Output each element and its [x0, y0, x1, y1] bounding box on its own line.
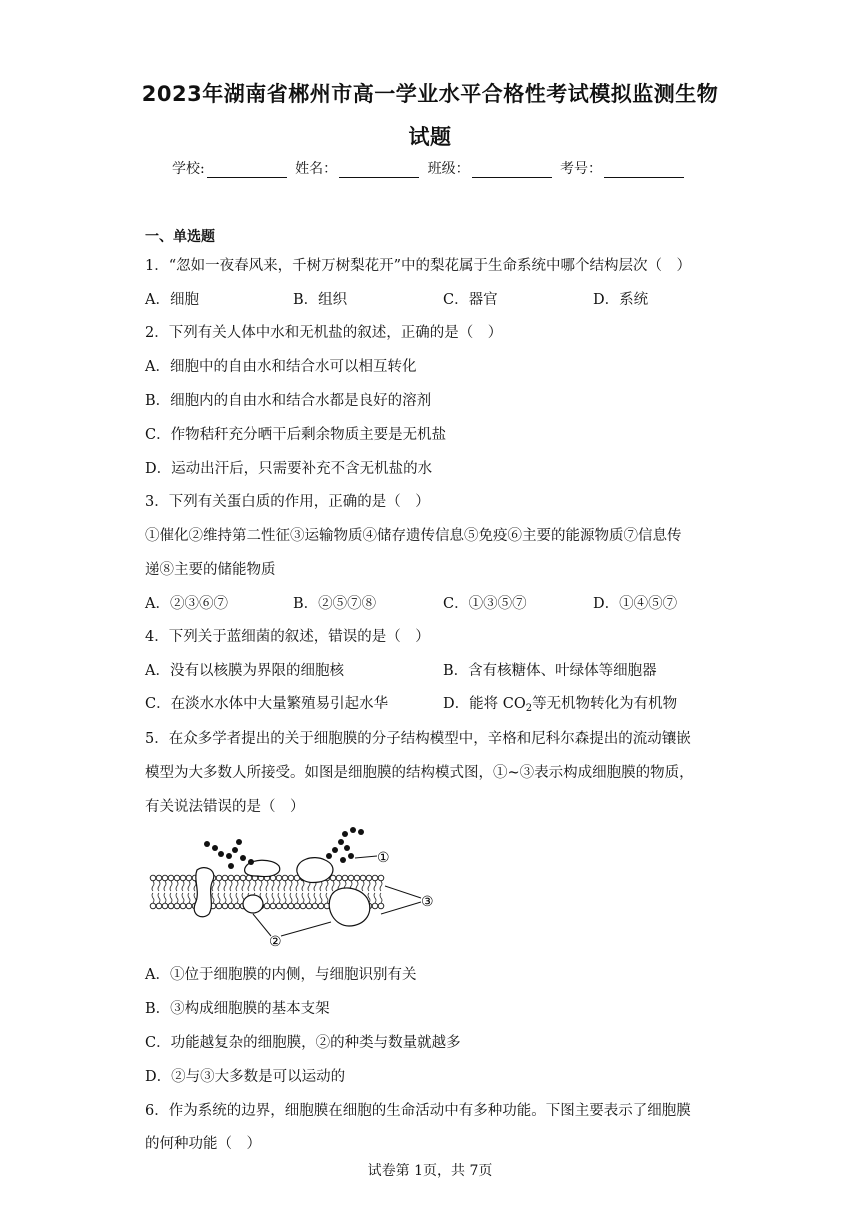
- phospholipid-head: [312, 903, 318, 909]
- class-label: 班级：: [427, 161, 470, 177]
- cell-membrane-figure: [145, 822, 445, 952]
- phospholipid-head: [234, 875, 240, 881]
- phospholipid-head: [216, 875, 222, 881]
- phospholipid-tail: [188, 893, 190, 903]
- phospholipid-head: [162, 875, 168, 881]
- name-blank: [339, 163, 419, 178]
- phospholipid-tail: [380, 893, 382, 903]
- phospholipid-tail: [176, 881, 178, 891]
- q3-stem: 3．下列有关蛋白质的作用，正确的是（ ）: [145, 494, 430, 510]
- phospholipid-tail: [368, 881, 370, 891]
- phospholipid-head: [294, 903, 300, 909]
- q1-stem: 1．“忽如一夜春风来，千树万树梨花开”中的梨花属于生命系统中哪个结构层次（ ）: [145, 258, 692, 274]
- phospholipid-head: [240, 875, 246, 881]
- phospholipid-tail: [272, 881, 274, 891]
- phospholipid-head: [276, 903, 282, 909]
- school-blank: [207, 163, 287, 178]
- label-1: ①: [377, 850, 390, 866]
- phospholipid-head: [264, 903, 270, 909]
- phospholipid-head: [318, 903, 324, 909]
- transmembrane-protein: [194, 868, 214, 917]
- phospholipid-head: [282, 875, 288, 881]
- phospholipid-tail: [302, 893, 304, 903]
- q3-option-b: B．②⑤⑦⑧: [293, 596, 377, 612]
- phospholipid-tail: [236, 881, 238, 891]
- label-1-leader: [355, 856, 377, 858]
- phospholipid-tail: [320, 881, 322, 891]
- phospholipid-tail: [326, 881, 328, 891]
- phospholipid-tail: [224, 881, 226, 891]
- phospholipid-tail: [284, 881, 286, 891]
- exam-no-label: 考号：: [560, 161, 603, 177]
- q5-stem-line-3: 有关说法错误的是（ ）: [145, 799, 305, 815]
- phospholipid-tail: [290, 881, 292, 891]
- phospholipid-tail: [236, 893, 238, 903]
- name-label: 姓名：: [295, 161, 338, 177]
- page-footer: 试卷第 1页，共 7页: [367, 1163, 493, 1179]
- phospholipid-tail: [326, 893, 328, 903]
- phospholipid-head: [354, 875, 360, 881]
- phospholipid-head: [150, 875, 156, 881]
- q1-option-d: D．系统: [593, 292, 649, 308]
- q5-option-c: C．功能越复杂的细胞膜，②的种类与数量就越多: [145, 1035, 461, 1051]
- phospholipid-head: [228, 875, 234, 881]
- phospholipid-head: [168, 875, 174, 881]
- phospholipid-head: [156, 875, 162, 881]
- phospholipid-tail: [158, 881, 160, 891]
- phospholipid-head: [336, 875, 342, 881]
- q4-option-b: B．含有核糖体、叶绿体等细胞器: [443, 663, 657, 679]
- label-2-leader-a: [253, 914, 271, 936]
- phospholipid-tail: [170, 893, 172, 903]
- phospholipid-head: [378, 875, 384, 881]
- phospholipid-tail: [176, 893, 178, 903]
- phospholipid-tail: [362, 881, 364, 891]
- phospholipid-head: [180, 903, 186, 909]
- phospholipid-head: [186, 903, 192, 909]
- phospholipid-tail: [278, 893, 280, 903]
- q4-option-d-suffix: 等无机物转化为有机物: [532, 696, 678, 712]
- phospholipid-tail: [296, 893, 298, 903]
- q2-stem: 2．下列有关人体中水和无机盐的叙述，正确的是（ ）: [145, 325, 503, 341]
- phospholipid-head: [174, 903, 180, 909]
- q5-stem-line-2: 模型为大多数人所接受。如图是细胞膜的结构模式图，①~③表示构成细胞膜的物质，: [145, 765, 694, 781]
- q2-option-c: C．作物秸秆充分晒干后剩余物质主要是无机盐: [145, 427, 447, 443]
- phospholipid-tail: [272, 893, 274, 903]
- phospholipid-head: [168, 903, 174, 909]
- label-2: ②: [269, 934, 282, 950]
- phospholipid-tail: [152, 893, 154, 903]
- q5-option-b: B．③构成细胞膜的基本支架: [145, 1001, 330, 1017]
- phospholipid-tail: [284, 893, 286, 903]
- q6-stem-line-2: 的何种功能（ ）: [145, 1136, 261, 1152]
- q5-stem-line-1: 5．在众多学者提出的关于细胞膜的分子结构模型中，辛格和尼科尔森提出的流动镶嵌: [145, 731, 691, 747]
- q3-option-d: D．①④⑤⑦: [593, 596, 678, 612]
- phospholipid-head: [150, 903, 156, 909]
- phospholipid-head: [378, 903, 384, 909]
- phospholipid-tail: [254, 881, 256, 891]
- phospholipid-head: [234, 903, 240, 909]
- phospholipid-tail: [230, 893, 232, 903]
- q5-option-a: A．①位于细胞膜的内侧，与细胞识别有关: [145, 967, 417, 983]
- phospholipid-head: [162, 903, 168, 909]
- school-label: 学校:: [171, 161, 205, 177]
- phospholipid-head: [156, 903, 162, 909]
- phospholipid-tail: [218, 893, 220, 903]
- q1-option-a: A．细胞: [145, 292, 199, 308]
- phospholipid-head: [360, 875, 366, 881]
- phospholipid-tail: [380, 881, 382, 891]
- phospholipid-tail: [374, 893, 376, 903]
- phospholipid-head: [186, 875, 192, 881]
- phospholipid-tail: [314, 893, 316, 903]
- glycoprotein: [297, 858, 333, 883]
- phospholipid-tail: [278, 881, 280, 891]
- embedded-protein-large: [329, 888, 370, 926]
- q4-option-a: A．没有以核膜为界限的细胞核: [145, 663, 344, 679]
- phospholipid-head: [348, 875, 354, 881]
- phospholipid-tail: [374, 881, 376, 891]
- label-3: ③: [421, 894, 434, 910]
- phospholipid-head: [288, 875, 294, 881]
- label-3-leader-b: [381, 902, 421, 914]
- label-2-leader-b: [281, 922, 331, 936]
- student-info-row: [0, 158, 860, 178]
- phospholipid-head: [288, 903, 294, 909]
- phospholipid-tail: [182, 893, 184, 903]
- q2-option-a: A．细胞中的自由水和结合水可以相互转化: [145, 359, 417, 375]
- phospholipid-tail: [170, 881, 172, 891]
- title-line-2: 试题: [408, 125, 452, 149]
- phospholipid-tail: [290, 893, 292, 903]
- phospholipid-tail: [218, 881, 220, 891]
- phospholipid-tail: [164, 881, 166, 891]
- phospholipid-tail: [212, 893, 214, 903]
- phospholipid-tail: [230, 881, 232, 891]
- phospholipid-tail: [296, 881, 298, 891]
- phospholipid-tail: [260, 881, 262, 891]
- label-3-leader-a: [385, 886, 421, 898]
- phospholipid-tail: [332, 881, 334, 891]
- q3-list-line-2: 递⑧主要的储能物质: [145, 562, 276, 578]
- phospholipid-tail: [266, 893, 268, 903]
- title-line-1: 2023年湖南省郴州市高一学业水平合格性考试模拟监测生物: [141, 82, 719, 106]
- phospholipid-tail: [266, 881, 268, 891]
- phospholipid-head: [276, 875, 282, 881]
- phospholipid-head: [180, 875, 186, 881]
- phospholipid-tail: [158, 893, 160, 903]
- phospholipid-tail: [182, 881, 184, 891]
- phospholipid-head: [372, 903, 378, 909]
- q5-option-d: D．②与③大多数是可以运动的: [145, 1069, 346, 1085]
- phospholipid-head: [342, 875, 348, 881]
- q2-option-b: B．细胞内的自由水和结合水都是良好的溶剂: [145, 393, 432, 409]
- q4-option-d-subscript: 2: [525, 703, 533, 714]
- q3-list-line-1: ①催化②维持第二性征③运输物质④储存遗传信息⑤免疫⑥主要的能源物质⑦信息传: [145, 528, 682, 544]
- phospholipid-head: [222, 903, 228, 909]
- section-heading: 一、单选题: [145, 229, 215, 245]
- q3-option-c: C．①③⑤⑦: [443, 596, 527, 612]
- phospholipid-tail: [242, 881, 244, 891]
- phospholipid-tail: [248, 881, 250, 891]
- q3-option-a: A．②③⑥⑦: [145, 596, 228, 612]
- q2-option-d: D．运动出汗后，只需要补充不含无机盐的水: [145, 461, 433, 477]
- class-blank: [472, 163, 552, 178]
- phospholipid-tail: [152, 881, 154, 891]
- phospholipid-head: [174, 875, 180, 881]
- exam-no-blank: [604, 163, 684, 178]
- phospholipid-tail: [164, 893, 166, 903]
- phospholipid-tail: [320, 893, 322, 903]
- phospholipid-tail: [188, 881, 190, 891]
- phospholipid-head: [306, 903, 312, 909]
- q4-option-d: [443, 692, 677, 714]
- q4-option-d-prefix: D．能将 CO: [443, 696, 526, 712]
- phospholipid-head: [372, 875, 378, 881]
- phospholipid-head: [228, 903, 234, 909]
- q6-stem-line-1: 6．作为系统的边界，细胞膜在细胞的生命活动中有多种功能。下图主要表示了细胞膜: [145, 1103, 691, 1119]
- phospholipid-head: [300, 903, 306, 909]
- phospholipid-head: [216, 903, 222, 909]
- phospholipid-tail: [302, 881, 304, 891]
- phospholipid-head: [282, 903, 288, 909]
- phospholipid-head: [366, 875, 372, 881]
- sugar-chain-1: [204, 839, 254, 869]
- phospholipid-head: [222, 875, 228, 881]
- q4-option-c: C．在淡水水体中大量繁殖易引起水华: [145, 696, 389, 712]
- phospholipid-head: [270, 903, 276, 909]
- phospholipid-tail: [224, 893, 226, 903]
- q1-option-b: B．组织: [293, 292, 348, 308]
- phospholipid-tail: [308, 893, 310, 903]
- embedded-protein-small: [243, 895, 263, 913]
- q1-option-c: C．器官: [443, 292, 498, 308]
- q4-stem: 4．下列关于蓝细菌的叙述，错误的是（ ）: [145, 629, 430, 645]
